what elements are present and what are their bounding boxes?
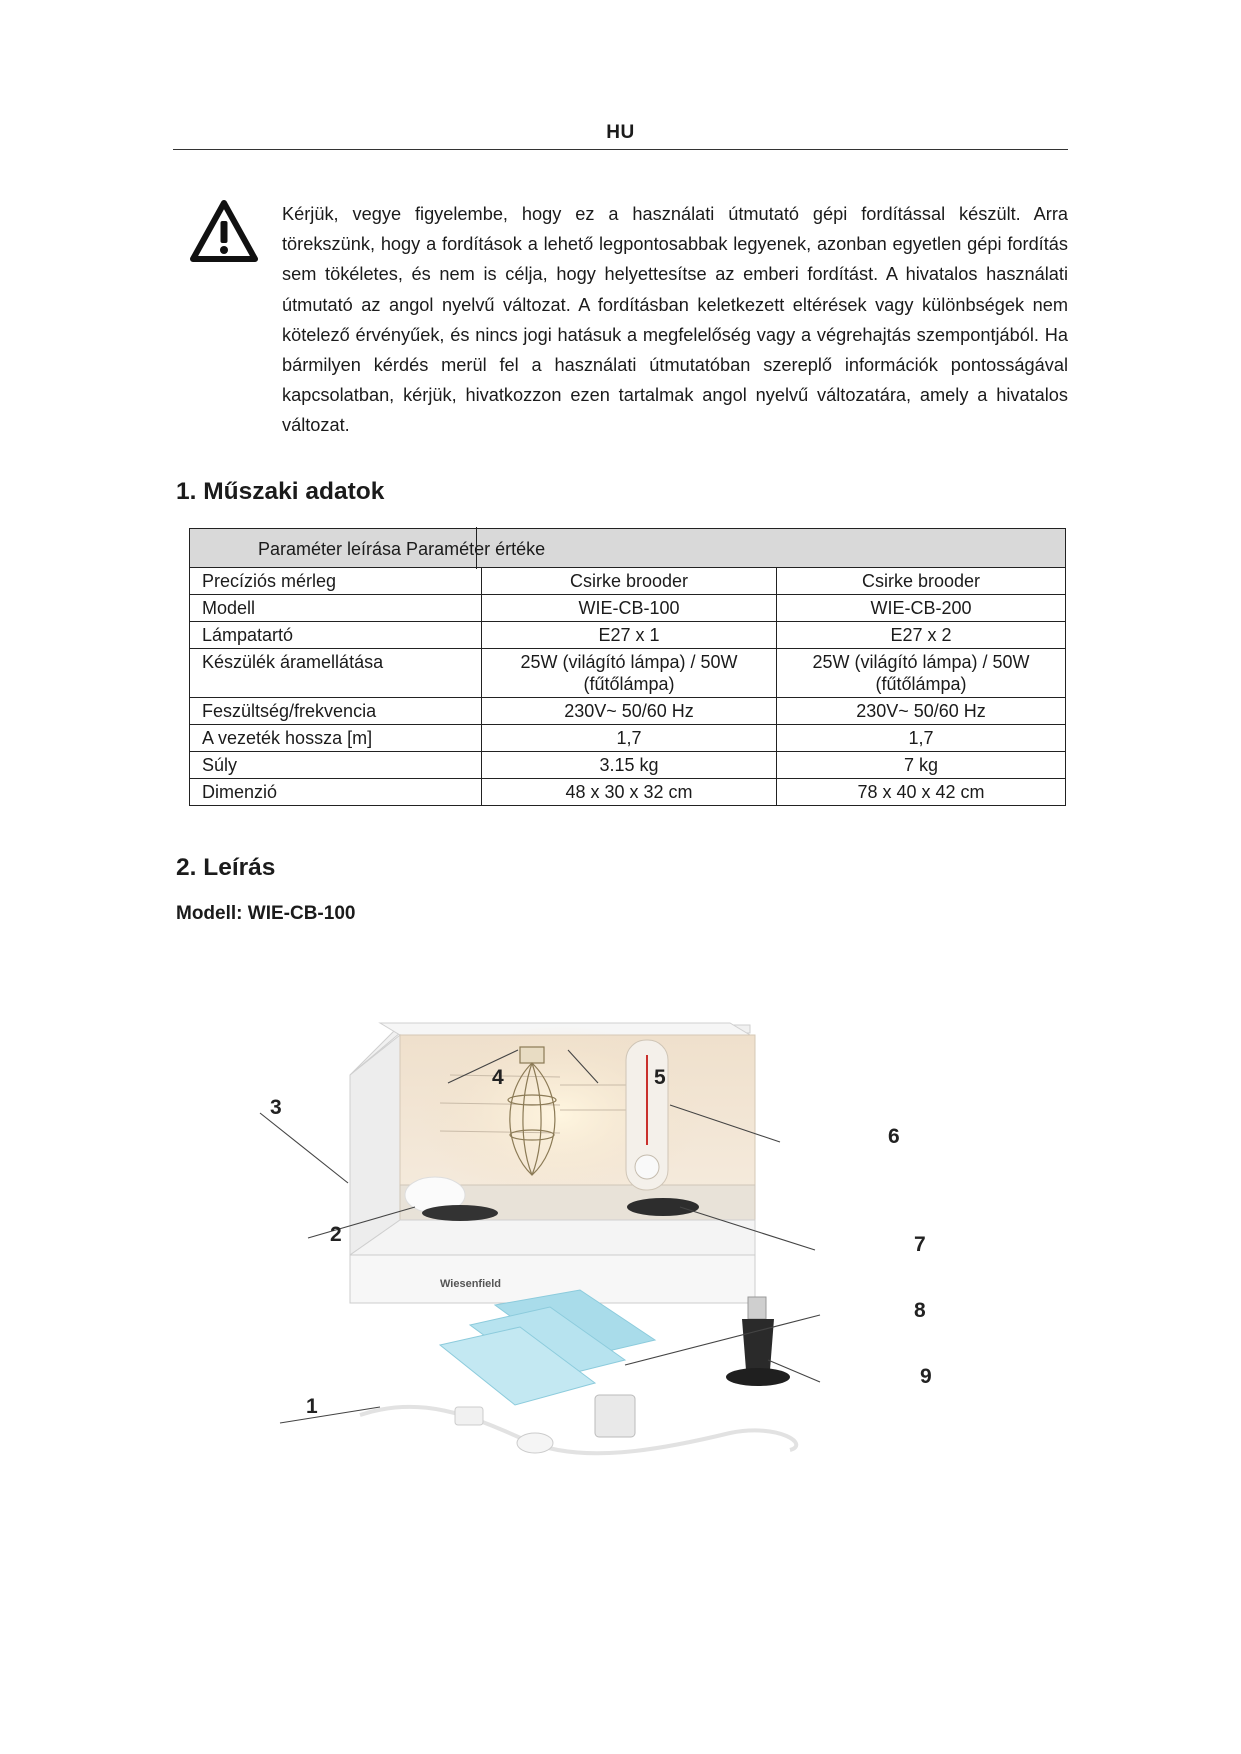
power-cord — [360, 1395, 796, 1453]
table-cell-param: Precíziós mérleg — [190, 568, 482, 595]
table-cell-param: Feszültség/frekvencia — [190, 698, 482, 725]
callout-9: 9 — [920, 1365, 932, 1388]
table-cell-param: Készülék áramellátása — [190, 649, 482, 698]
table-cell-v2: 230V~ 50/60 Hz — [777, 698, 1066, 725]
callout-3: 3 — [270, 1096, 282, 1119]
model-subtitle: Modell: WIE-CB-100 — [176, 903, 356, 924]
table-cell-param: Dimenzió — [190, 779, 482, 806]
product-diagram — [230, 945, 950, 1490]
table-row — [190, 568, 1066, 595]
callout-2: 2 — [330, 1223, 342, 1246]
table-row — [190, 595, 1066, 622]
bedding-pads — [440, 1290, 655, 1405]
table-cell-v1: Csirke brooder — [482, 568, 777, 595]
table-row — [190, 725, 1066, 752]
machine-translation-notice: Kérjük, vegye figyelembe, hogy ez a használati útmutató gépi fordítással készült. Arra törekszünk, hogy a fordítások a lehető legpontosabbak legyenek, azonban egyetlen gépi fordítás sem tökéletes, és nem is célja, hogy helyettesítse az emberi fordítást. A hivatalos használati útmutató az angol nyelvű változat. A fordításban keletkezett eltérések vagy különbségek nem kötelező érvényűek, és nincs jogi hatásuk a megfelelőség vagy a végrehajtás szempontjából. Ha bármilyen kérdés merül fel a használati útmutatóban szereplő információk pontosságával kapcsolatban, kérjük, hivatkozzon ezen tartalmak angol nyelvű változatára, amely a hivatalos változat. — [282, 204, 1068, 436]
table-cell-v1: 1,7 — [482, 725, 777, 752]
table-header-label: Paraméter leírása Paraméter értéke — [258, 539, 546, 559]
callout-5: 5 — [654, 1066, 666, 1089]
warning-triangle-icon — [189, 199, 259, 263]
table-cell-v2: WIE-CB-200 — [777, 595, 1066, 622]
table-row — [190, 698, 1066, 725]
table-cell-v1: 25W (világító lámpa) / 50W (fűtőlámpa) — [482, 649, 777, 698]
section-technical-data-title: 1. Műszaki adatok — [176, 478, 385, 505]
table-header-row — [190, 529, 1066, 568]
table-cell-v1: E27 x 1 — [482, 622, 777, 649]
page-language-header: HU — [606, 122, 635, 143]
heat-lamp — [726, 1297, 790, 1386]
table-cell-param: Modell — [190, 595, 482, 622]
table-row — [190, 622, 1066, 649]
brand-logo-text: Wiesenfield — [440, 1278, 502, 1290]
table-cell-v2: 1,7 — [777, 725, 1066, 752]
table-cell-v2: 7 kg — [777, 752, 1066, 779]
table-cell-v2: E27 x 2 — [777, 622, 1066, 649]
callout-8: 8 — [914, 1299, 926, 1322]
table-cell-v2: Csirke brooder — [777, 568, 1066, 595]
table-row — [190, 779, 1066, 806]
table-cell-v1: WIE-CB-100 — [482, 595, 777, 622]
section-description-title: 2. Leírás — [176, 854, 276, 881]
table-cell-param: A vezeték hossza [m] — [190, 725, 482, 752]
table-cell-v1: 48 x 30 x 32 cm — [482, 779, 777, 806]
table-cell-v1: 3.15 kg — [482, 752, 777, 779]
callout-6: 6 — [888, 1125, 900, 1148]
callout-4: 4 — [492, 1066, 504, 1089]
callout-7: 7 — [914, 1233, 926, 1256]
table-cell-v2: 78 x 40 x 42 cm — [777, 779, 1066, 806]
callout-1: 1 — [306, 1395, 318, 1418]
header-divider — [173, 149, 1068, 150]
table-cell-param: Súly — [190, 752, 482, 779]
table-row — [190, 649, 1066, 698]
table-cell-v1: 230V~ 50/60 Hz — [482, 698, 777, 725]
table-cell-v2: 25W (világító lámpa) / 50W (fűtőlámpa) — [777, 649, 1066, 698]
technical-data-table — [189, 528, 1066, 806]
table-row — [190, 752, 1066, 779]
table-cell-param: Lámpatartó — [190, 622, 482, 649]
table-header-cell — [190, 529, 1066, 568]
brooder-box — [350, 1023, 755, 1303]
